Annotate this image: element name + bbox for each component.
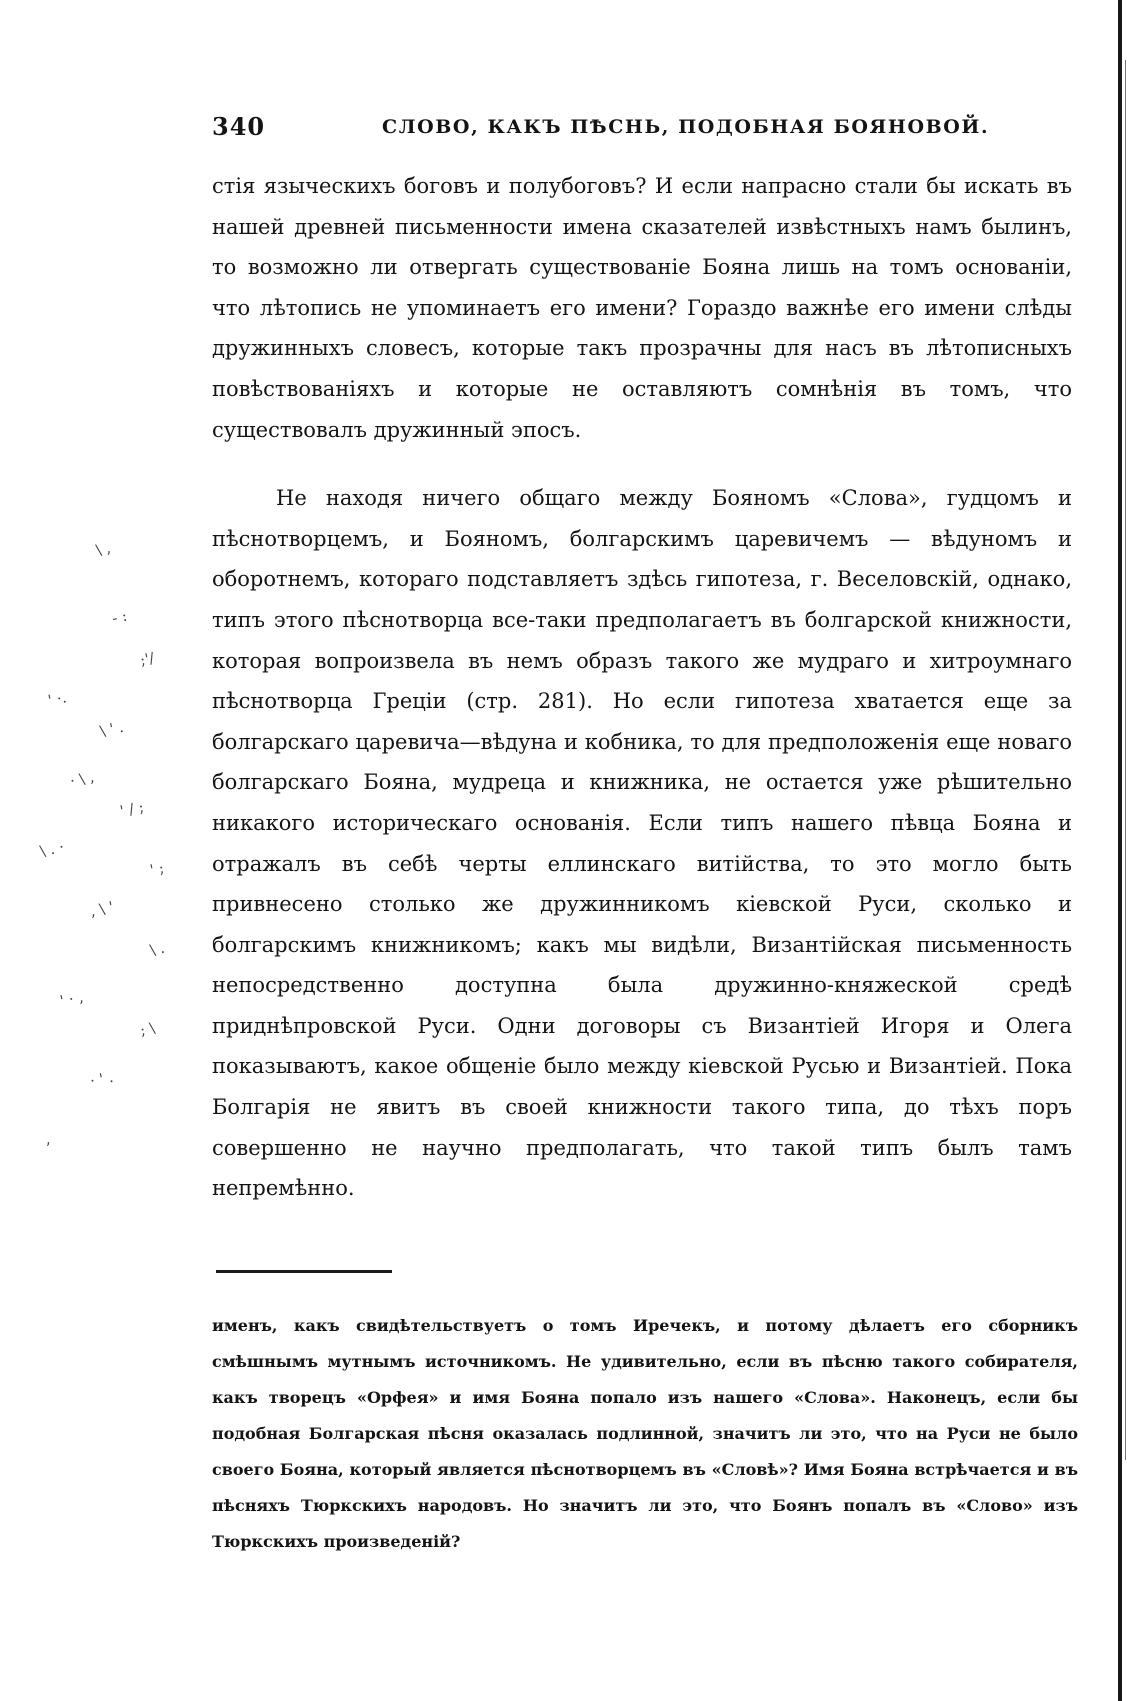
bleed-mark: \ . (148, 938, 167, 960)
page-number: 340 (212, 112, 266, 141)
bleed-mark: ' · , (58, 987, 85, 1011)
running-title: СЛОВО, КАКЪ ПѢСНЬ, ПОДОБНАЯ БОЯНОВОЙ. (382, 116, 990, 138)
bleed-mark: \ . · (38, 837, 66, 861)
bleed-mark: - : (110, 606, 129, 628)
paragraph: стія языческихъ боговъ и полубоговъ? И если напрасно стали бы искать въ нашей древней письменности имена сказателей извѣстныхъ намъ былинъ, то возможно ли отвергать существованіе Бояна лишь на томъ основаніи, что лѣтопись не упоминаетъ его имени? Гораздо важнѣе его имени слѣды дружинныхъ словесъ, которые такъ прозрачны для насъ въ лѣтописныхъ повѣствованіяхъ и которые не оставляютъ сомнѣнія въ томъ, что существовалъ дружинный эпосъ. (212, 174, 1072, 442)
bleed-mark: , (43, 1129, 52, 1149)
paragraph: Не находя ничего общаго между Бояномъ «Слова», гудцомъ и пѣснотворцемъ, и Бояномъ, болгарскимъ царевичемъ — вѣдуномъ и оборотнемъ, котораго подставляетъ здѣсь гипотеза, г. Веселовскій, однако, типъ этого пѣснотворца все-таки предполагаетъ въ болгарской книжности, которая вопроизвела въ немъ образъ такого же мудраго и хитроумнаго пѣснотворца Греціи (стр. 281). Но если гипотеза хватается еще за болгарскаго царевича—вѣдуна и кобника, то для предположенія еще новаго болгарскаго Бояна, мудреца и книжника, не остается уже рѣшительно никакого историческаго основанія. Если типъ нашего пѣвца Бояна и отражалъ въ себѣ черты еллинскаго витійства, то это могло быть привнесено столько же дружинникомъ кіевской Руси, сколько и болгарскимъ книжникомъ; какъ мы видѣли, Византійская письменность непосредственно доступна была дружинно-княжеской средѣ приднѣпровской Руси. Одни договоры съ Византіей Игоря и Олега показываютъ, какое общеніе было между кіевской Русью и Византіей. Пока Болгарія не явитъ въ своей книжности такого типа, до тѣхъ поръ совершенно не научно предполагать, что такой типъ былъ тамъ непремѣнно. (212, 486, 1072, 1201)
bleed-mark: \ ' . (98, 717, 126, 741)
bleed-mark: · ' . (88, 1067, 115, 1091)
bleed-mark: \ , (94, 538, 113, 560)
bleed-mark: · \ , (68, 767, 96, 791)
bleed-mark: ' ; (148, 858, 166, 880)
bleed-mark: ; \ (138, 1018, 157, 1040)
bleed-mark: ;'/ (138, 648, 156, 670)
bleed-mark: ' ·. (46, 688, 69, 710)
footnote-text: именъ, какъ свидѣтельствуетъ о томъ Иречекъ, и потому дѣлаетъ его сборникъ смѣшнымъ мутнымъ источникомъ. Не удивительно, если въ пѣсню такого собирателя, какъ творецъ «Орфея» и имя Бояна попало изъ нашего «Слова». Наконецъ, если бы подобная Болгарская пѣсня оказалась подлинной, значитъ ли это, что на Руси не было своего Бояна, который является пѣснотворцемъ въ «Словѣ»? Имя Бояна встрѣчается и въ пѣсняхъ Тюркскихъ народовъ. Но значитъ ли это, что Боянъ попалъ въ «Слово» изъ Тюркскихъ произведеній? (212, 1316, 1078, 1551)
bleed-mark: , \ ' (88, 897, 116, 921)
bleed-mark: ' / ; (118, 797, 146, 821)
